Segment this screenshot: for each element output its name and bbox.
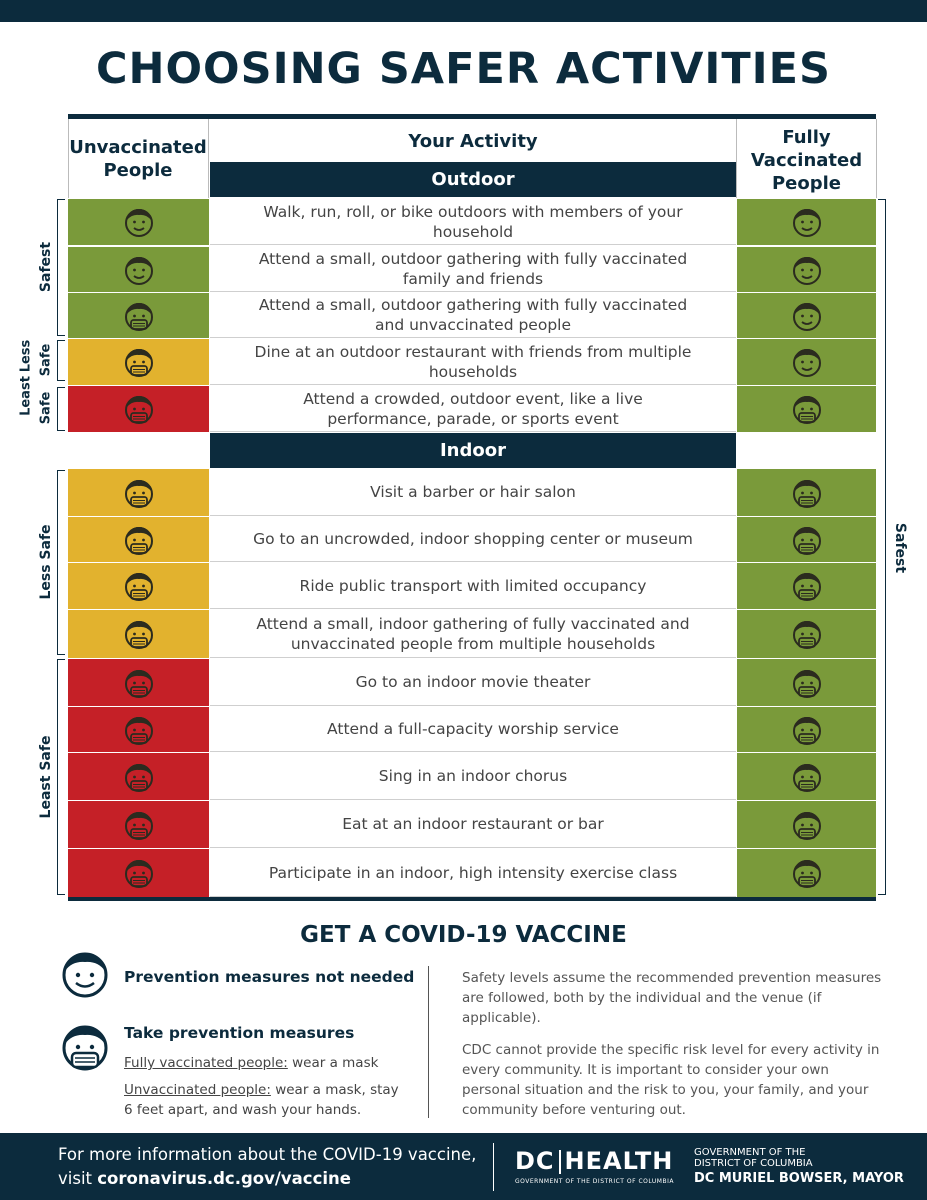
vaccine-link[interactable]: coronavirus.dc.gov/vaccine (97, 1169, 351, 1188)
mask-face-icon (122, 299, 156, 333)
fully-vaccinated-instruction (124, 1053, 404, 1073)
fully-vaccinated-text: wear a mask (287, 1055, 379, 1071)
activity-cell: Attend a small, outdoor gathering with fully vaccinated family and friends (210, 247, 736, 292)
vaccinated-risk-cell (737, 849, 876, 897)
unvaccinated-risk-cell (68, 247, 209, 292)
fully-vaccinated-term: Fully vaccinated people: (124, 1055, 288, 1071)
least-safe-indoor-label: Least Safe (38, 735, 54, 819)
mask-face-icon (122, 808, 156, 842)
table-row (68, 469, 876, 516)
dc-health-logo (515, 1147, 673, 1175)
no-prevention-label: Prevention measures not needed (124, 968, 415, 986)
vaccinated-risk-cell (737, 293, 876, 338)
vaccinated-risk-cell (737, 339, 876, 385)
page-title: CHOOSING SAFER ACTIVITIES (95, 44, 832, 94)
footer (0, 1133, 927, 1200)
gov-logo-text (694, 1147, 813, 1169)
mask-face-icon (790, 392, 824, 426)
table-row (68, 293, 876, 338)
activity-cell: Go to an indoor movie theater (210, 659, 736, 706)
table-row (68, 753, 876, 800)
table-row (68, 707, 876, 752)
least-safe-indoor-bracket (57, 659, 65, 895)
right-safest-bracket (878, 199, 886, 895)
unvaccinated-risk-cell (68, 753, 209, 800)
mask-face-icon (122, 713, 156, 747)
mask-face-icon (790, 666, 824, 700)
activity-cell: Sing in an indoor chorus (210, 753, 736, 800)
unvaccinated-risk-cell (68, 659, 209, 706)
safety-note: Safety levels assume the recommended prevention measures are followed, both by the individual and the venue (if applicable). (462, 970, 882, 1026)
vaccinated-risk-cell (737, 199, 876, 245)
activity-cell: Eat at an indoor restaurant or bar (210, 801, 736, 848)
unvaccinated-risk-cell (68, 610, 209, 658)
footer-visit: visit (58, 1169, 98, 1188)
less-safe-outdoor-label-line2: Safe (38, 343, 54, 377)
activity-cell: Attend a crowded, outdoor event, like a live performance, parade, or sports event (210, 386, 736, 432)
mask-face-icon (122, 666, 156, 700)
table-row (68, 386, 876, 432)
vaccinated-risk-cell (737, 517, 876, 562)
vaccinated-risk-cell (737, 707, 876, 752)
vaccinated-risk-cell (737, 386, 876, 432)
unvaccinated-text: wear a mask, stay 6 feet apart, and wash your hands. (124, 1082, 399, 1118)
vaccine-heading: GET A COVID-19 VACCINE (300, 922, 627, 948)
vaccinated-risk-cell (737, 563, 876, 609)
activity-cell: Visit a barber or hair salon (210, 469, 736, 516)
activity-cell: Dine at an outdoor restaurant with friends from multiple households (210, 339, 736, 385)
mask-face-icon (790, 569, 824, 603)
take-prevention-label: Take prevention measures (124, 1024, 355, 1042)
activity-cell: Attend a full-capacity worship service (210, 707, 736, 752)
least-safe-outdoor-label-line1: Least (18, 376, 34, 416)
least-safe-outdoor-bracket (57, 387, 65, 431)
unvaccinated-column-header: Unvaccinated People (69, 137, 207, 181)
footer-text (58, 1143, 476, 1191)
right-safest-label: Safest (892, 522, 908, 574)
least-safe-outdoor-label-line2: Safe (38, 391, 54, 425)
footer-divider (493, 1143, 494, 1191)
activity-cell: Go to an uncrowded, indoor shopping center or museum (210, 517, 736, 562)
unvaccinated-risk-cell (68, 469, 209, 516)
activity-cell: Participate in an indoor, high intensity exercise class (210, 849, 736, 897)
unvaccinated-risk-cell (68, 339, 209, 385)
activity-cell: Ride public transport with limited occupancy (210, 563, 736, 609)
mask-face-icon (790, 856, 824, 890)
vaccinated-risk-cell (737, 659, 876, 706)
unvaccinated-term: Unvaccinated people: (124, 1082, 271, 1098)
mask-face-icon (60, 1022, 110, 1072)
mask-face-icon (790, 617, 824, 651)
mask-face-icon (790, 713, 824, 747)
table-row (68, 659, 876, 706)
unvaccinated-risk-cell (68, 707, 209, 752)
dc-health-subtitle: GOVERNMENT OF THE DISTRICT OF COLUMBIA (515, 1178, 674, 1185)
table-bottom-rule (68, 897, 876, 901)
mask-face-icon (122, 617, 156, 651)
less-safe-indoor-label: Less Safe (38, 524, 54, 600)
outdoor-section-header: Outdoor (210, 162, 736, 197)
no-mask-face-icon (60, 948, 110, 998)
footer-line1: For more information about the COVID-19 vaccine, (58, 1145, 477, 1164)
less-safe-outdoor-label-line1: Less (18, 339, 34, 373)
unvaccinated-risk-cell (68, 517, 209, 562)
mask-face-icon (122, 345, 156, 379)
unvaccinated-instruction (124, 1080, 404, 1120)
activity-cell: Walk, run, roll, or bike outdoors with members of your household (210, 199, 736, 245)
mask-face-icon (122, 856, 156, 890)
vaccinated-risk-cell (737, 469, 876, 516)
unvaccinated-risk-cell (68, 849, 209, 897)
safest-label: Safest (38, 241, 54, 293)
gov-line1: GOVERNMENT OF THE (694, 1147, 806, 1158)
legend-divider (428, 966, 429, 1118)
footer-line2 (58, 1167, 476, 1191)
unvaccinated-risk-cell (68, 293, 209, 338)
activity-cell: Attend a small, indoor gathering of fully vaccinated and unvaccinated people from multiple households (210, 610, 736, 658)
unvaccinated-risk-cell (68, 801, 209, 848)
unvaccinated-risk-cell (68, 563, 209, 609)
unvaccinated-risk-cell (68, 199, 209, 245)
mask-face-icon (790, 808, 824, 842)
table-row (68, 849, 876, 897)
activity-cell: Attend a small, outdoor gathering with fully vaccinated and unvaccinated people (210, 293, 736, 338)
vaccinated-risk-cell (737, 753, 876, 800)
no-mask-face-icon (790, 345, 824, 379)
table-row (68, 339, 876, 385)
vaccinated-risk-cell (737, 801, 876, 848)
less-safe-outdoor-bracket (57, 340, 65, 381)
gov-line2: DISTRICT OF COLUMBIA (694, 1158, 813, 1169)
table-row (68, 247, 876, 292)
cdc-note: CDC cannot provide the specific risk level for every activity in every community. It is important to consider your own personal situation and the risk to you, your family, and your community before venturing out. (462, 1042, 880, 1118)
vaccinated-column-header: Fully Vaccinated People (750, 127, 863, 194)
no-mask-face-icon (122, 253, 156, 287)
mask-face-icon (122, 523, 156, 557)
vaccinated-risk-cell (737, 247, 876, 292)
top-bar (0, 0, 927, 22)
table-row (68, 801, 876, 848)
no-mask-face-icon (122, 205, 156, 239)
no-mask-face-icon (790, 299, 824, 333)
mask-face-icon (790, 523, 824, 557)
vaccinated-risk-cell (737, 610, 876, 658)
activity-column-header: Your Activity (408, 131, 538, 152)
no-mask-face-icon (790, 205, 824, 239)
mask-face-icon (790, 760, 824, 794)
table-row (68, 199, 876, 245)
mask-face-icon (790, 476, 824, 510)
table-row (68, 563, 876, 609)
mask-face-icon (122, 392, 156, 426)
table-row (68, 610, 876, 658)
unvaccinated-risk-cell (68, 386, 209, 432)
safest-bracket (57, 199, 65, 336)
mayor-text: DC MURIEL BOWSER, MAYOR (694, 1171, 904, 1186)
dc-logo-text: DC (515, 1147, 555, 1175)
indoor-section-header: Indoor (210, 433, 736, 468)
mask-face-icon (122, 760, 156, 794)
mask-face-icon (122, 569, 156, 603)
table-row (68, 517, 876, 562)
mask-face-icon (122, 476, 156, 510)
less-safe-indoor-bracket (57, 470, 65, 655)
health-logo-text: HEALTH (564, 1147, 674, 1175)
no-mask-face-icon (790, 253, 824, 287)
